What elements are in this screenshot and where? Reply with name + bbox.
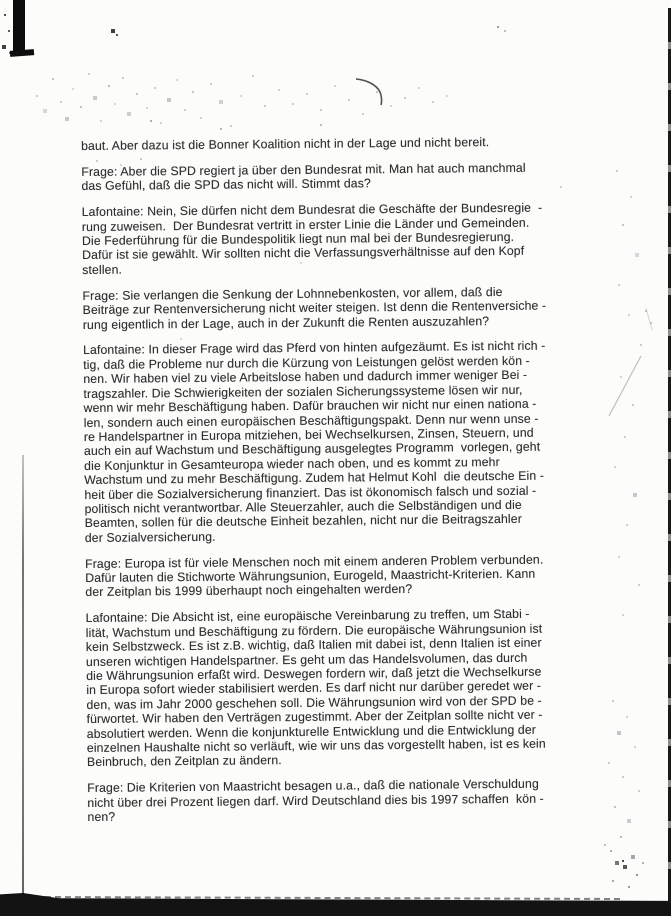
paragraph-question: Frage: Aber die SPD regiert ja über den Bundesrat mit. Man hat auch manchmal das Gefühl, daß die SPD das nicht will. Stimmt das?	[81, 160, 526, 194]
paragraph-question: Frage: Sie verlangen die Senkung der Lohnnebenkosten, vor allem, daß die Beiträge zur Rentenversicherung nicht weiter steigen. Ist denn die Rentenversiche - rung eigentlich in der Lage, auch in der Zukunft die Renten auszuzahlen?	[82, 284, 547, 332]
paragraph-answer-continuation: baut. Aber dazu ist die Bonner Koalition nicht in der Lage und nicht bereit.	[81, 135, 490, 153]
scan-artifact-left-vertical-line	[22, 455, 24, 896]
scan-artifact-bottom-black-bar	[0, 898, 671, 916]
paragraph-question: Frage: Europa ist für viele Menschen noch mit einem anderen Problem verbunden. Dafür lauten die Stichworte Währungsunion, Eurogeld, Maastricht-Kriterien. Kann der Zeitplan bis 1999 überhaupt noch eingehalten werden?	[85, 552, 544, 600]
paragraph-answer: Lafontaine: Die Absicht ist, eine europäische Vereinbarung zu treffen, um Stabi - lität, Wachstum und Beschäftigung zu fördern. Die europäische Währungsunion ist kein Selbstzweck. Es ist z.B. wichtig, daß Italien mit dabei ist, denn Italien ist einer unseren wichtigen Handelspartner. Es geht um das Handelsvolumen, das durch die Währungsunion erfaßt wird. Deswegen fordern wir, daß jetzt die Wechselkurse in Europa sofort wieder stabilisiert werden. Es darf nicht nur darüber geredet wer - den, was im Jahr 2000 geschehen soll. Die Währungsunion wird von der SPD be - fürwortet. Wir haben den Verträgen zugestimmt. Aber der Zeitplan sollte nicht ver - absolutiert werden. Wenn die konjunkturelle Entwicklung und die Entwicklung der einzelnen Haushalte nicht so verläuft, wie wir uns das vorgestellt haben, ist es kein Beinbruch, den Zeitplan zu ändern.	[85, 607, 546, 770]
scan-artifact-top-left-black-bar	[13, 0, 25, 53]
pen-hook-mark	[356, 79, 382, 105]
paragraph-answer: Lafontaine: In dieser Frage wird das Pferd von hinten aufgezäumt. Es ist nicht rich - tig, daß die Probleme nur durch die Kürzung von Leistungen gelöst werden kön - nen. Wir haben viel zu viele Arbeitslose haben und dadurch immer weniger Bei - tragszahler. Die Schwierigkeiten der sozialen Sicherungssysteme lösen wir nur, wenn wir mehr Beschäftigung haben. Dafür brauchen wir nicht nur einen nationa - len, sondern auch einen europäischen Beschäftigungspakt. Denn nur wenn unse - re Handelspartner in Europa mitziehen, bei Wechselkursen, Zinsen, Steuern, und auch ein auf Wachstum und Beschäftigung ausgelegtes Programm vorlegen, geht die Konjunktur in Gesamteuropa wieder nach oben, und es kommt zu mehr Wachstum und zu mehr Beschäftigung. Zudem hat Helmut Kohl die deutsche Ein - heit über die Sozialversicherung finanziert. Das ist ökonomisch falsch und sozial - politisch nicht verantwortbar. Alle Steuerzahler, auch die Selbständigen und die Beamten, sollen für die deutsche Einheit bezahlen, nicht nur die Beitragszahler der Sozialversicherung.	[82, 339, 546, 545]
paragraph-answer: Lafontaine: Nein, Sie dürfen nicht dem Bundesrat die Geschäfte der Bundesregie - rung zuweisen. Der Bundesrat vertritt in erster Linie die Länder und Gemeinden. Die Federführung für die Bundespolitik liegt nun mal bei der Bundesregierung. Dafür ist sie gewählt. Wir sollten nicht die Verfassungsverhältnisse auf den Kopf stellen.	[81, 200, 543, 277]
paragraph-question: Frage: Die Kriterien von Maastricht besagen u.a., daß die nationale Verschuldung nicht über drei Prozent liegen darf. Wird Deutschland dies bis 1997 schaffen kön - nen?	[87, 776, 544, 825]
document-text	[81, 134, 654, 836]
